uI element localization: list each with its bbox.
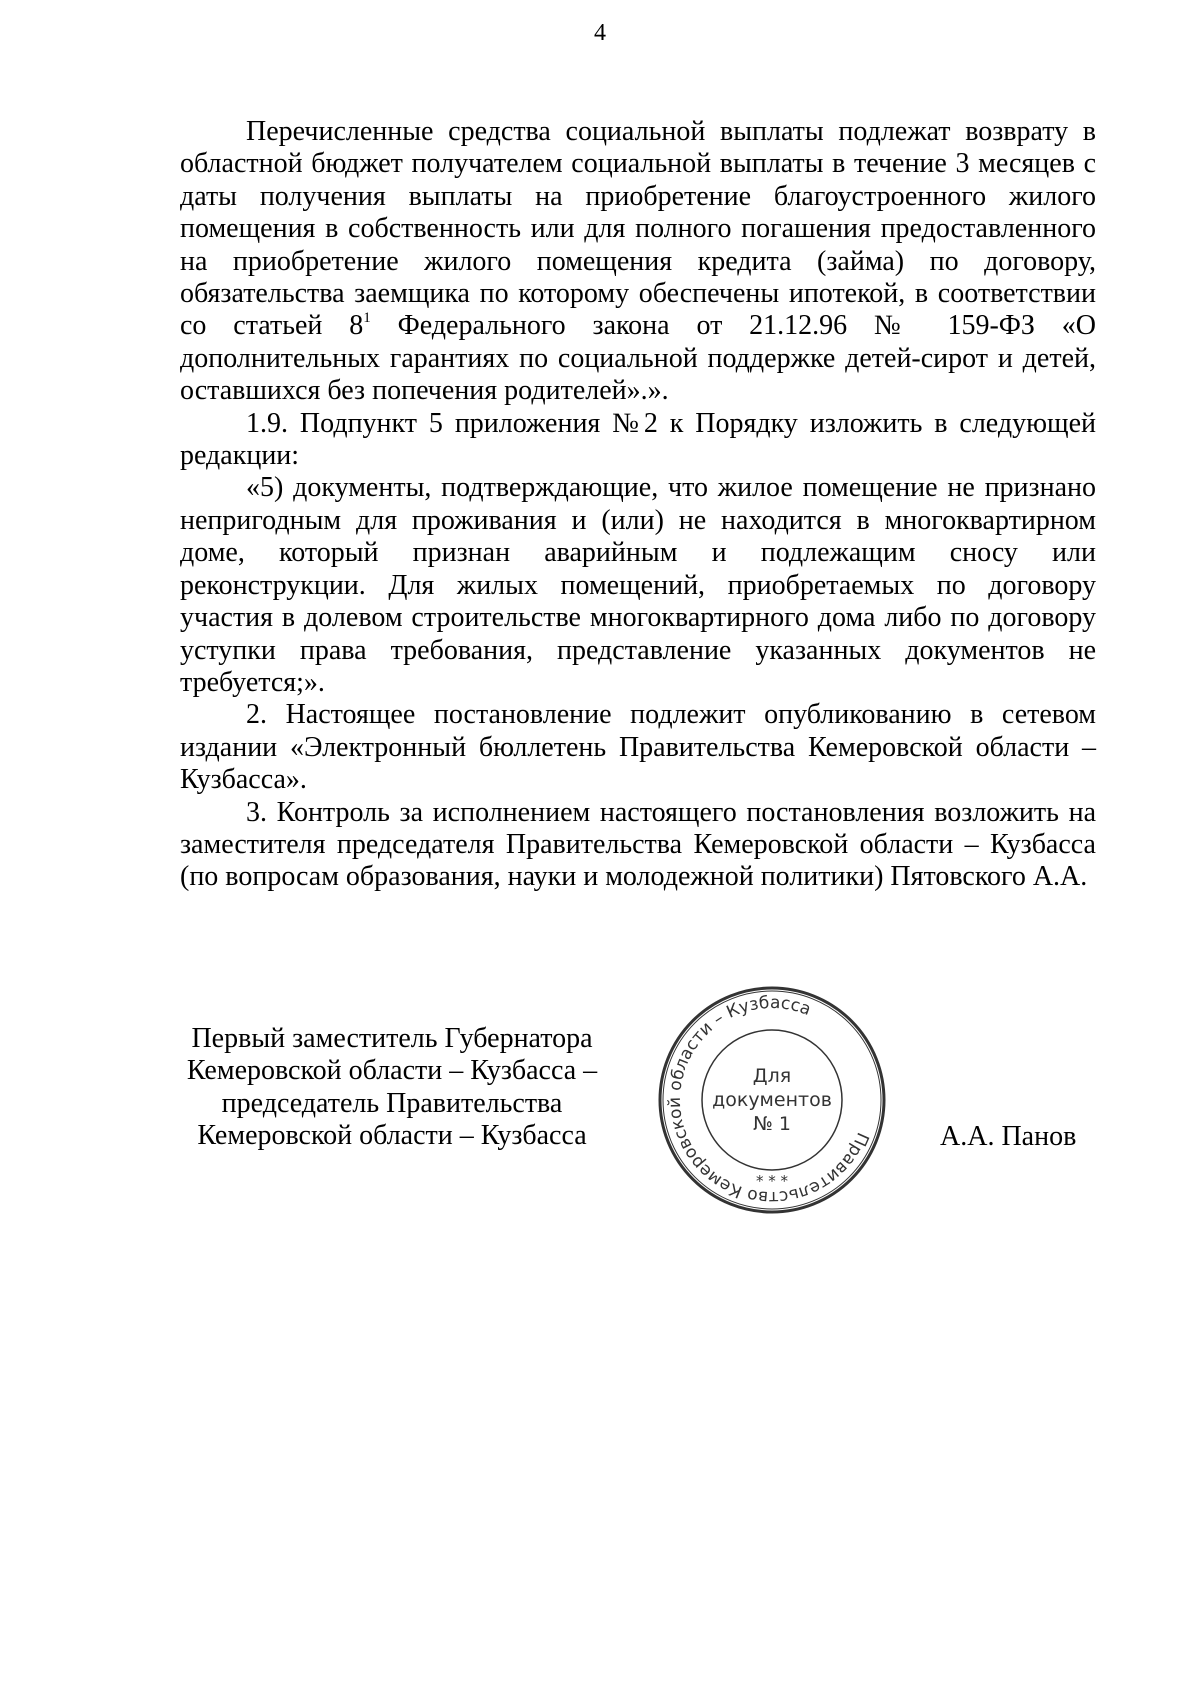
signatory-title-line: Первый заместитель Губернатора bbox=[191, 1023, 593, 1054]
page-number: 4 bbox=[594, 20, 606, 46]
seal-ring-text: Правительство Кемеровской области – Кузбасса bbox=[664, 992, 873, 1208]
seal-center-line: № 1 bbox=[753, 1113, 791, 1135]
seal-stars: * * * bbox=[755, 1172, 789, 1190]
signatory-title-line: председатель Правительства bbox=[221, 1087, 563, 1119]
seal-center-line: документов bbox=[712, 1089, 832, 1111]
signatory-name: А.А. Панов bbox=[940, 1121, 1077, 1152]
paragraph-refund-text: Перечисленные средства социальной выплаты подлежат возврату в областной бюджет получателем социальной выплаты в течение 3 месяцев с даты получения выплаты на приобретение благоустроенного жилого помещения в собственность или для полного погашения предоставленного на приобретение жилого помещения кредита (займа) по договору, обязательства заемщика по которому обеспечены ипотекой, в соответствии со статьей 8 bbox=[180, 116, 1096, 342]
document-body bbox=[180, 116, 1096, 894]
official-seal-stamp bbox=[652, 980, 892, 1220]
paragraph-2-publication: 2. Настоящее постановление подлежит опубликованию в сетевом издании «Электронный бюллетень Правительства Кемеровской области – Кузбасса». bbox=[180, 699, 1096, 796]
seal-center-line: Для bbox=[752, 1065, 792, 1087]
paragraph-refund bbox=[180, 116, 1096, 408]
signatory-title bbox=[182, 1023, 602, 1153]
paragraph-item-5: «5) документы, подтверждающие, что жилое помещение не признано непригодным для проживания и (или) не находится в многоквартирном доме, который признан аварийным и подлежащим сносу или реконструкции. Для жилых помещений, приобретаемых по договору участия в долевом строительстве многоквартирного дома либо по договору уступки права требования, представление указанных документов не требуется;». bbox=[180, 472, 1096, 698]
signatory-title-line: Кемеровской области – Кузбасса bbox=[197, 1120, 587, 1152]
signatory-title-line: Кемеровской области – Кузбасса – bbox=[186, 1055, 598, 1087]
paragraph-1-9: 1.9. Подпункт 5 приложения №2 к Порядку изложить в следующей редакции: bbox=[180, 407, 1096, 472]
paragraph-3-control: 3. Контроль за исполнением настоящего постановления возложить на заместителя председателя Правительства Кемеровской области – Кузбасса (по вопросам образования, науки и молодежной политики) Пятовского А.А. bbox=[180, 796, 1096, 893]
article-superscript: 1 bbox=[363, 310, 371, 327]
paragraph-refund-text-cont: Федерального закона от 21.12.96 № 159-ФЗ «О дополнительных гарантиях по социальной поддержке детей-сирот и детей, оставшихся без попечения родителей».». bbox=[180, 310, 1096, 407]
